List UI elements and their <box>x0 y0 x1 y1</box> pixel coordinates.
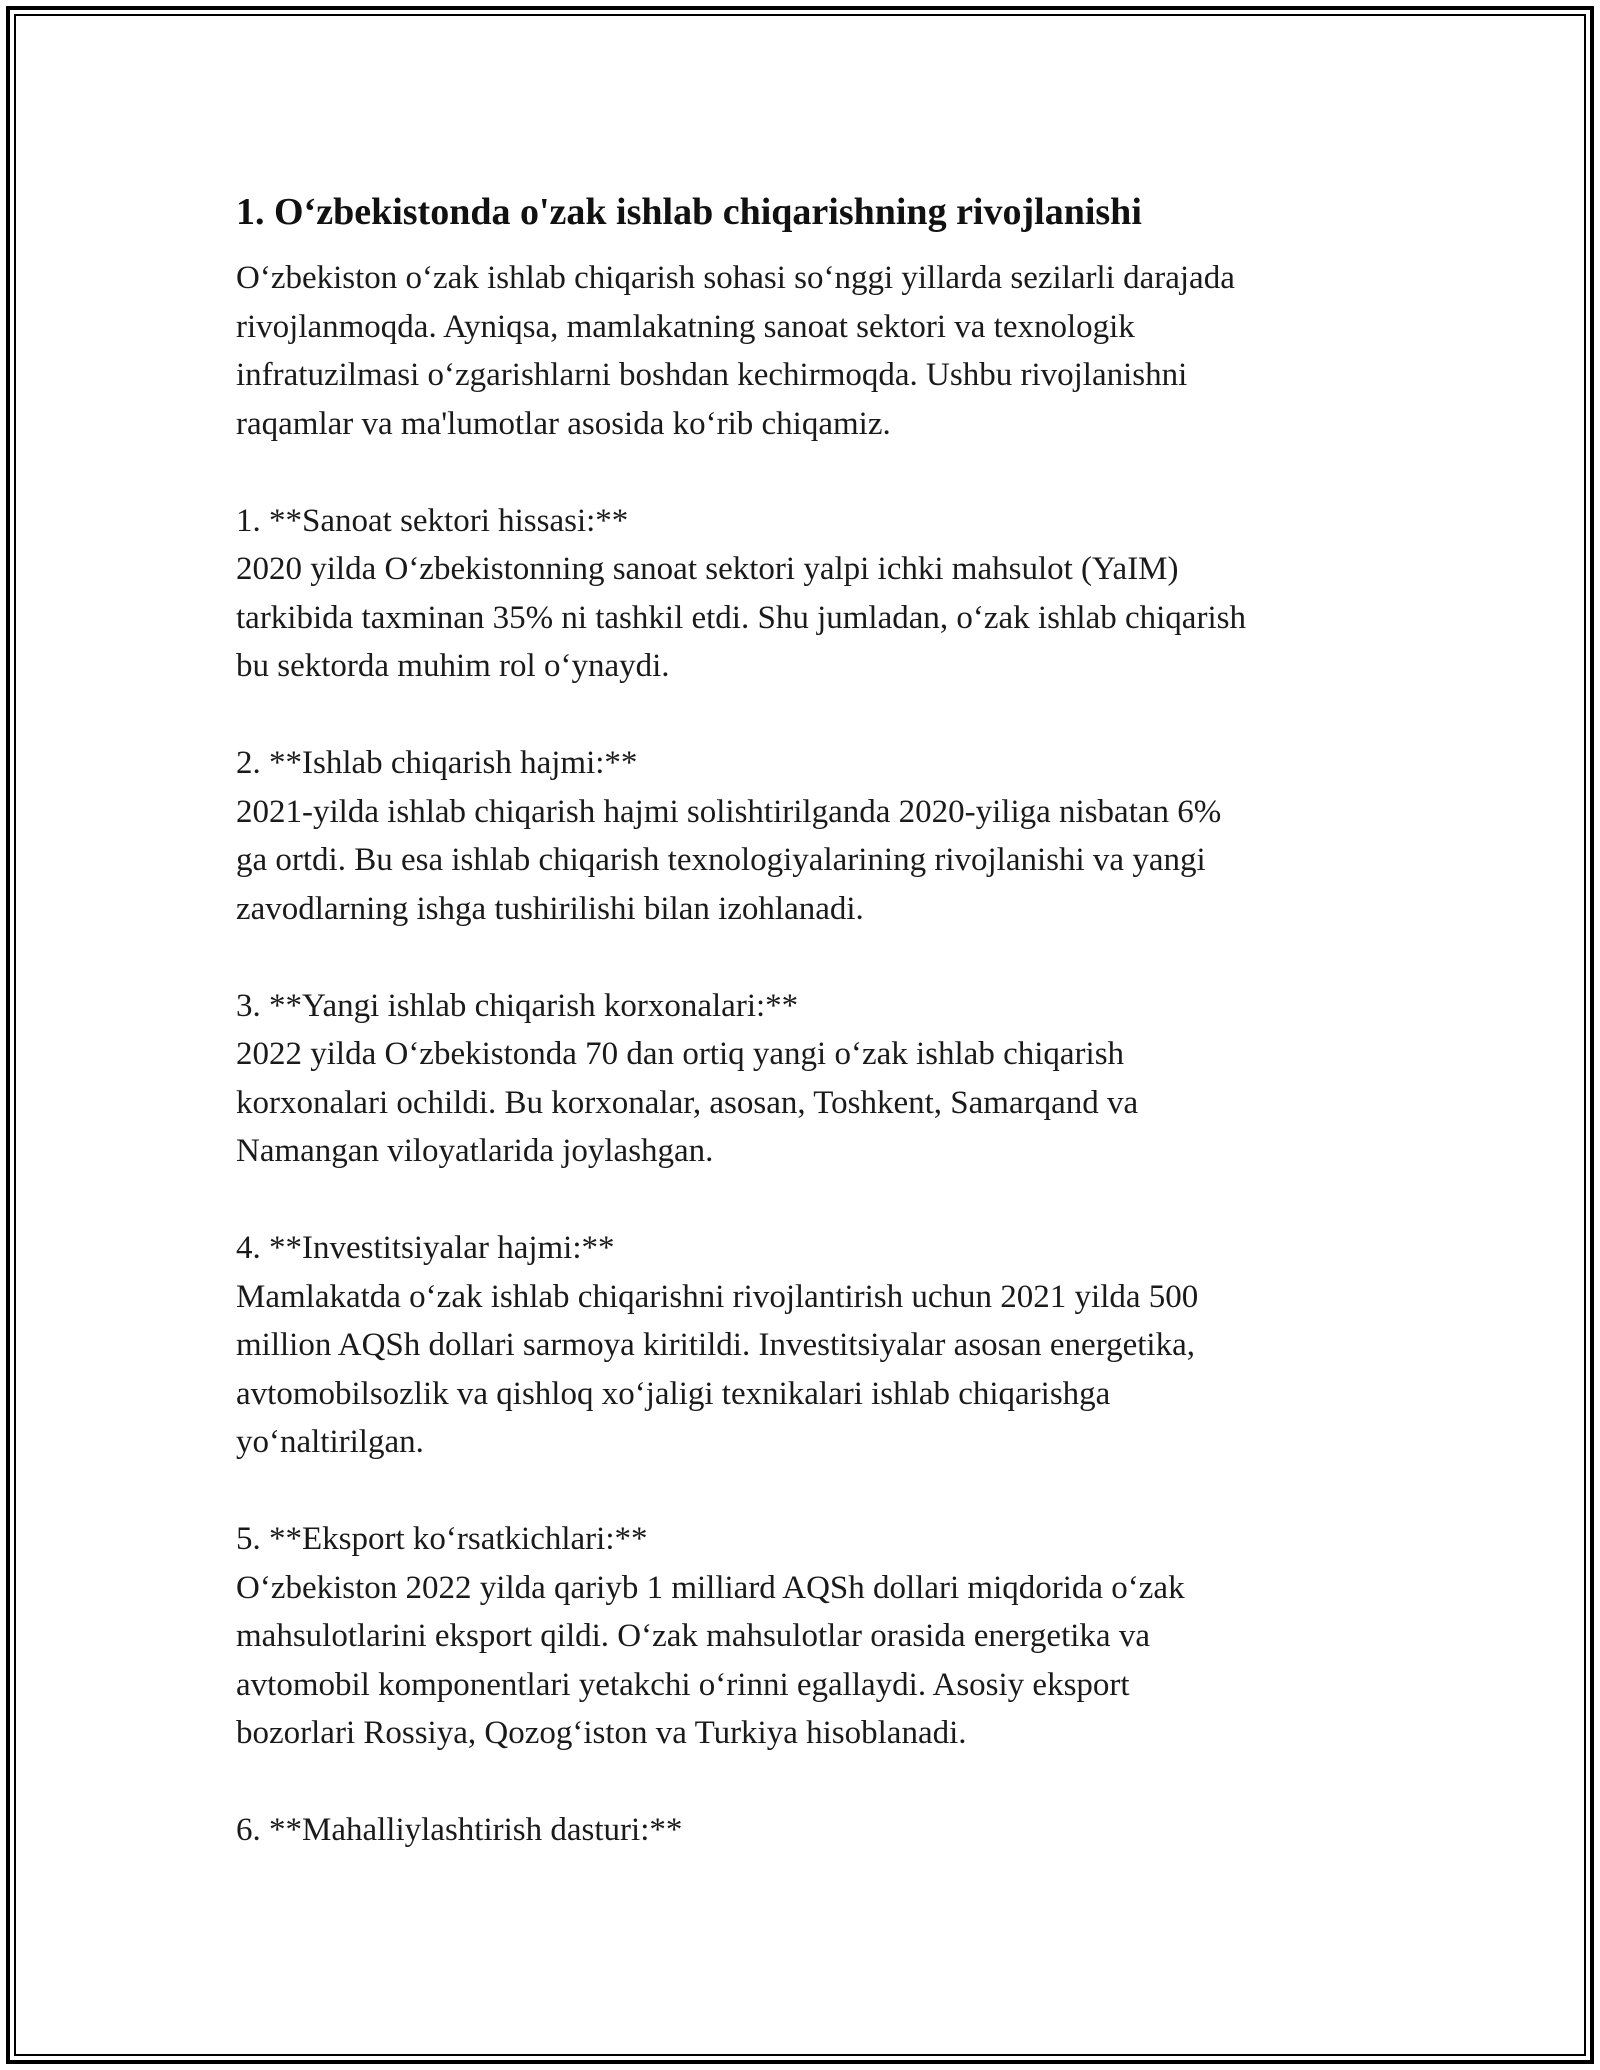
section-heading: 2. **Ishlab chiqarish hajmi:** <box>236 745 638 781</box>
section-2 <box>236 739 1366 933</box>
section-heading: 1. **Sanoat sektori hissasi:** <box>236 502 629 539</box>
intro-paragraph: O‘zbekiston o‘zak ishlab chiqarish sohasi so‘nggi yillarda sezilarli darajada rivojlanmoqda. Ayniqsa, mamlakatning sanoat sektori va texnologik infratuzilmasi o‘zgarishlarni boshdan kechirmoqda. Ushbu rivojlanishni raqamlar va ma'lumotlar asosida ko‘rib chiqamiz. <box>236 260 1235 442</box>
section-body: 2021-yilda ishlab chiqarish hajmi solishtirilganda 2020-yiliga nisbatan 6% ga ortdi. Bu esa ishlab chiqarish texnologiyalarining rivojlanishi va yangi zavodlarning ishga tushirilishi bilan izohlanadi. <box>236 793 1222 927</box>
section-5 <box>236 1515 1366 1758</box>
section-heading: 6. **Mahalliylashtirish dasturi:** <box>236 1812 683 1848</box>
section-body: O‘zbekiston 2022 yilda qariyb 1 milliard AQSh dollari miqdorida o‘zak mahsulotlarini eksport qildi. O‘zak mahsulotlar orasida energetika va avtomobil komponentlari yetakchi o‘rinni egallaydi. Asosiy eksport bozorlari Rossiya, Qozog‘iston va Turkiya hisoblanadi. <box>236 1569 1185 1751</box>
section-heading: 3. **Yangi ishlab chiqarish korxonalari:** <box>236 987 799 1024</box>
paragraph-gap <box>236 933 1366 982</box>
section-body: Mamlakatda o‘zak ishlab chiqarishni rivojlantirish uchun 2021 yilda 500 million AQSh dollari sarmoya kiritildi. Investitsiyalar asosan energetika, avtomobilsozlik va qishloq xo‘jaligi texnikalari ishlab chiqarishga yo‘naltirilgan. <box>236 1278 1199 1460</box>
section-6 <box>236 1806 1366 1855</box>
section-3 <box>236 982 1366 1176</box>
section-4 <box>236 1224 1366 1467</box>
section-1 <box>236 497 1366 691</box>
section-body: 2022 yilda O‘zbekistonda 70 dan ortiq yangi o‘zak ishlab chiqarish korxonalari ochildi. Bu korxonalar, asosan, Toshkent, Samarqand va Namangan viloyatlarida joylashgan. <box>236 1036 1139 1169</box>
section-heading: 4. **Investitsiyalar hajmi:** <box>236 1230 615 1266</box>
paragraph-gap <box>236 1467 1366 1516</box>
paragraph-gap <box>236 1758 1366 1807</box>
paragraph-gap <box>236 1176 1366 1225</box>
section-body: 2020 yilda O‘zbekistonning sanoat sektori yalpi ichki mahsulot (YaIM) tarkibida taxminan 35% ni tashkil etdi. Shu jumladan, o‘zak ishlab chiqarish bu sektorda muhim rol o‘ynaydi. <box>236 551 1246 684</box>
document-title: 1. O‘zbekistonda o'zak ishlab chiqarishning rivojlanishi <box>236 191 1142 233</box>
paragraph-gap <box>236 448 1366 497</box>
section-heading: 5. **Eksport ko‘rsatkichlari:** <box>236 1521 648 1557</box>
document-body <box>236 186 1366 1855</box>
paragraph-gap <box>236 691 1366 740</box>
